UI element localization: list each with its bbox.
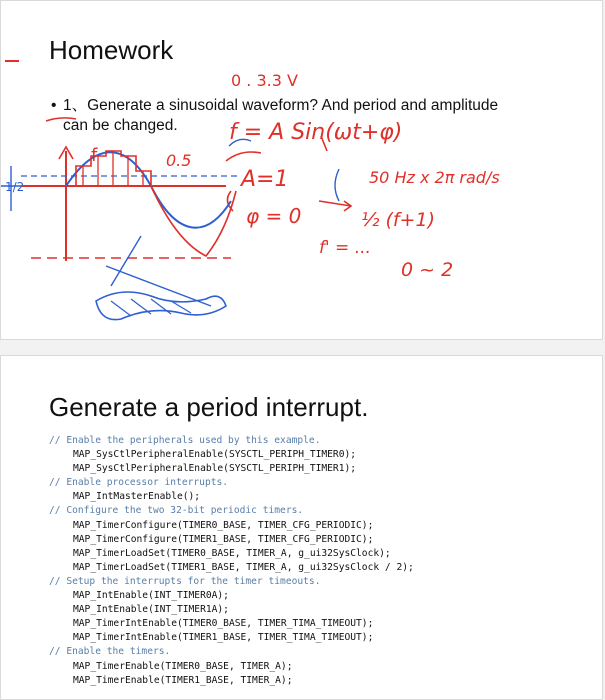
code-statement-line: MAP_IntEnable(INT_TIMER0A); (73, 590, 229, 602)
note-phase: φ = 0 (246, 204, 302, 228)
code-statement-line: MAP_TimerLoadSet(TIMER0_BASE, TIMER_A, g_ui32SysClock); (73, 547, 391, 559)
code-statement-line: MAP_IntMasterEnable(); (73, 491, 201, 503)
note-frequency: 50 Hz x 2π rad/s (369, 168, 500, 187)
bullet-dot-icon: • (51, 97, 57, 114)
bullet-line-2: can be changed. (63, 117, 178, 134)
note-f: f (91, 145, 98, 166)
code-comment-line: // Enable the timers. (49, 646, 171, 658)
code-statement-line: MAP_IntEnable(INT_TIMER1A); (73, 604, 229, 616)
code-comment-line: // Enable the peripherals used by this example. (49, 435, 321, 446)
code-statement-line: MAP_TimerLoadSet(TIMER1_BASE, TIMER_A, g_ui32SysClock / 2); (73, 561, 414, 573)
note-amplitude: A=1 (241, 167, 289, 192)
slide-title: Homework (49, 35, 174, 65)
slide-period-interrupt (0, 355, 603, 700)
code-comment-line: // Setup the interrupts for the timer timeouts. (49, 575, 321, 587)
code-comment-line: // Configure the two 32-bit periodic timers. (49, 505, 304, 517)
code-statement-line: MAP_TimerEnable(TIMER0_BASE, TIMER_A); (73, 660, 293, 672)
note-left-fraction: 1/2 (5, 180, 25, 194)
note-derivative: f' = ... (319, 238, 371, 258)
bullet-line-1: 1、Generate a sinusoidal waveform? And period and amplitude (63, 97, 499, 114)
note-range: 0 ~ 2 (401, 259, 454, 281)
slide-homework (0, 0, 603, 340)
slide-title: Generate a period interrupt. (49, 392, 369, 422)
handwritten-annotations (1, 1, 603, 340)
note-transform: ½ (f+1) (361, 209, 435, 231)
code-statement-line: MAP_TimerConfigure(TIMER0_BASE, TIMER_CFG_PERIODIC); (73, 519, 374, 531)
code-block (49, 434, 414, 688)
code-statement-line: MAP_TimerEnable(TIMER1_BASE, TIMER_A); (73, 674, 293, 686)
code-statement-line: MAP_SysCtlPeripheralEnable(SYSCTL_PERIPH_TIMER1); (73, 463, 357, 475)
code-statement-line: MAP_TimerConfigure(TIMER1_BASE, TIMER_CFG_PERIODIC); (73, 533, 374, 545)
note-formula: f = A Sin(ωt+φ) (229, 120, 403, 145)
code-statement-line: MAP_TimerIntEnable(TIMER0_BASE, TIMER_TIMA_TIMEOUT); (73, 618, 374, 630)
note-half: 0.5 (166, 151, 192, 170)
note-voltage: 0 . 3.3 V (231, 71, 298, 90)
code-comment-line: // Enable processor interrupts. (49, 477, 229, 489)
code-statement-line: MAP_TimerIntEnable(TIMER1_BASE, TIMER_TIMA_TIMEOUT); (73, 632, 374, 644)
code-statement-line: MAP_SysCtlPeripheralEnable(SYSCTL_PERIPH_TIMER0); (73, 449, 357, 461)
